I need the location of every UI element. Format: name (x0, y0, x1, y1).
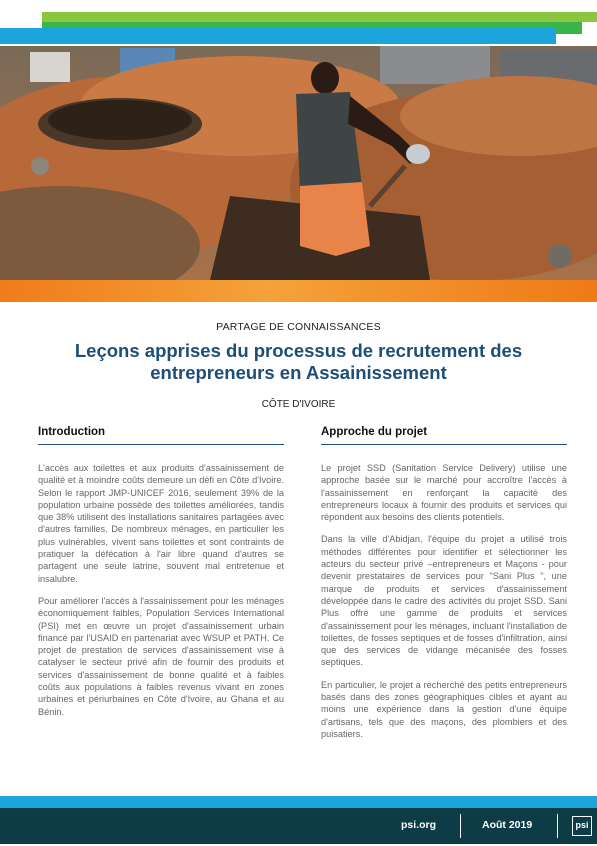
footer-site-link[interactable]: psi.org (401, 819, 437, 831)
approach-paragraph: En particulier, le projet a recherché des petits entrepreneurs basés dans des zones géographiques cibles et ayant au moins une expérience dans la gestion d'une équipe d'artisans, tels que des maçons, des plombiers et des puisatiers. (321, 679, 567, 739)
footer (0, 808, 597, 844)
footer-divider (460, 814, 461, 838)
eyebrow-label: PARTAGE DE CONNAISSANCES (216, 321, 381, 333)
introduction-heading: Introduction (38, 426, 284, 445)
header-bar-blue (0, 28, 556, 44)
footer-blue-bar (0, 796, 597, 808)
footer-date: Août 2019 (482, 819, 533, 831)
approach-paragraph: Le projet SSD (Sanitation Service Delivery) utilise une approche basée sur le marché pour accroître l'accès à l'assainissement en renforçant la capacité des entrepreneurs locaux à fournir des produits et services qui répondent aux besoins des clients potentiels. (321, 463, 567, 523)
approach-column (321, 426, 567, 750)
header-color-bars (0, 0, 597, 46)
psi-logo: psi (572, 816, 592, 836)
header-bar-light-green (42, 12, 597, 22)
approach-heading: Approche du projet (321, 426, 567, 445)
introduction-paragraph: Pour améliorer l'accès à l'assainissement pour les ménages économiquement faibles, Population Services International (PSI) met en œuvre un projet d'assainissement urbain financé par l'USAID en partenariat avec WSUP et PATH. Ce projet de prestation de services d'assainissement vise à catalyser le secteur privé afin de fournir des produits et services d'assainissement de bonne qualité et à faibles coûts aux populations à faibles revenus vivant en zones urbaines et périurbaines en Côte d'Ivoire, au Ghana et au Bénin. (38, 595, 284, 717)
country-label: CÔTE D'IVOIRE (261, 399, 336, 410)
footer-divider (557, 814, 558, 838)
introduction-paragraph: L'accès aux toilettes et aux produits d'assainissement de qualité et à moindre coûts demeure un défi en Côte d'Ivoire. Selon le rapport JMP-UNICEF 2016, seulement 39% de la population urbaine possède des toilettes améliorées, tandis que 38% utilisent des installations sanitaires partagées avec d'autres familles. De nombreux ménages, en particulier les plus vulnérables, vivent sans toilettes et sont contraints de pratiquer la défécation à l'air libre quand d'autres se partagent une seule latrine, souvent mal entretenue et insalubre. (38, 463, 284, 584)
orange-band (0, 280, 597, 302)
document-title: Leçons apprises du processus de recrutement des entrepreneurs en Assainissement (74, 340, 523, 383)
hero-photo (0, 46, 597, 280)
photo-worker-digging-icon (0, 46, 597, 280)
approach-paragraph: Dans la ville d'Abidjan, l'équipe du projet a utilisé trois méthodes différentes pour identifier et sélectionner les acteurs du secteur privé –entrepreneurs et Maçons - pour devenir prestataires de services pour "Sani Plus ", une marque de produits et services d'assainissement développée dans le cadre des activités du projet SSD. Sani Plus offre une gamme de produits et services d'assainissement pour les ménages, incluant l'installation de toilettes, de fosses septiques et de fosses d'infiltration, ainsi que des services de vidange mécanisée des fosses septiques. (321, 534, 567, 668)
introduction-column (38, 426, 284, 728)
